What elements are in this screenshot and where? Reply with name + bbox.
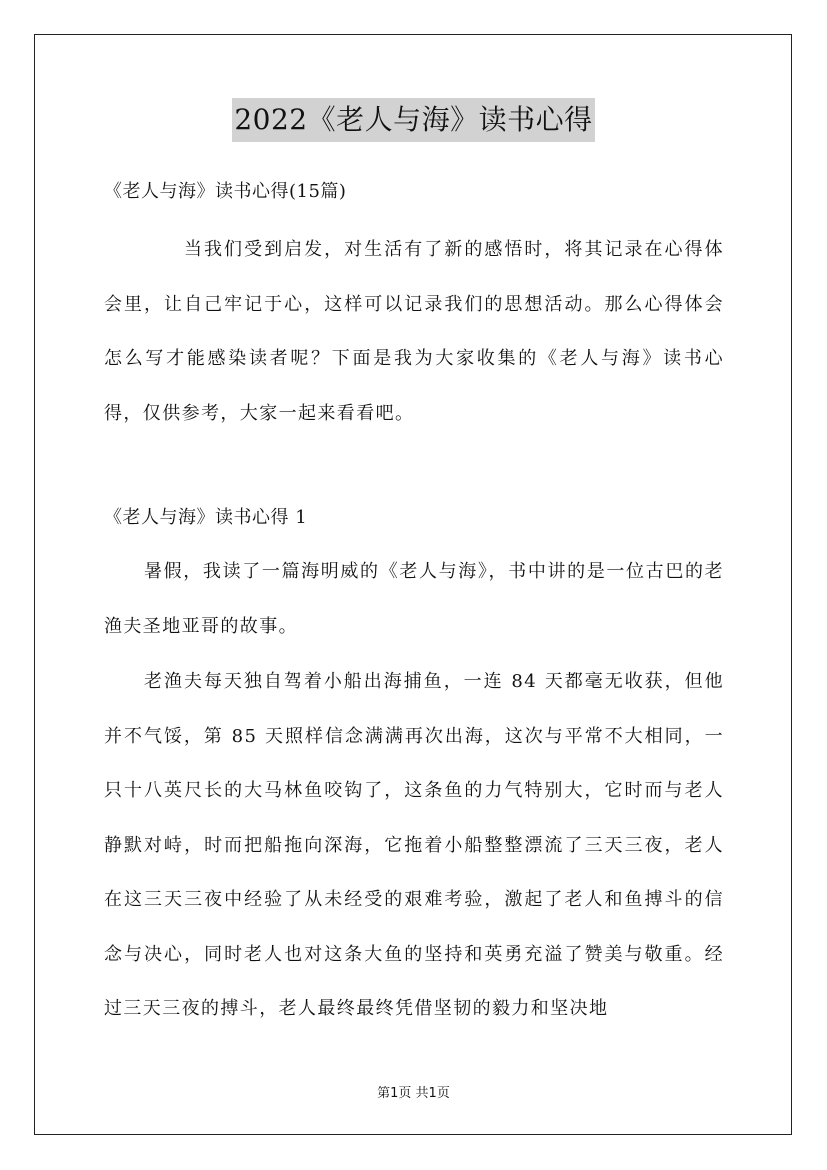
- body-paragraph-2: 老渔夫每天独自驾着小船出海捕鱼，一连 84 天都毫无收获，但他并不气馁，第 85 天照样信念满满再次出海，这次与平常不大相同，一只十八英尺长的大马林鱼咬钩了，这条鱼的力气特别大，它时而与老人静默对峙，时而把船拖向深海，它拖着小船整整漂流了三天三夜，老人在这三天三夜中经验了从未经受的艰难考验，激起了老人和鱼搏斗的信念与决心，同时老人也对这条大鱼的坚持和英勇充溢了赞美与敬重。经过三天三夜的搏斗，老人最终最终凭借坚韧的毅力和坚决地: [104, 671, 724, 1019]
- title-container: [0, 98, 827, 142]
- body-paragraph-1: 暑假，我读了一篇海明威的《老人与海》，书中讲的是一位古巴的老渔夫圣地亚哥的故事。: [104, 561, 724, 637]
- intro-paragraph: 当我们受到启发，对生活有了新的感悟时，将其记录在心得体会里，让自己牢记于心，这样可以记录我们的思想活动。那么心得体会怎么写才能感染读者呢？下面是我为大家收集的《老人与海》读书心得，仅供参考，大家一起来看看吧。: [104, 239, 724, 424]
- document-subtitle: 《老人与海》读书心得(15篇): [104, 181, 347, 202]
- document-title: 2022《老人与海》读书心得: [232, 98, 594, 142]
- section-heading: 《老人与海》读书心得 1: [104, 507, 308, 528]
- page-footer: 第1页 共1页: [377, 1086, 450, 1101]
